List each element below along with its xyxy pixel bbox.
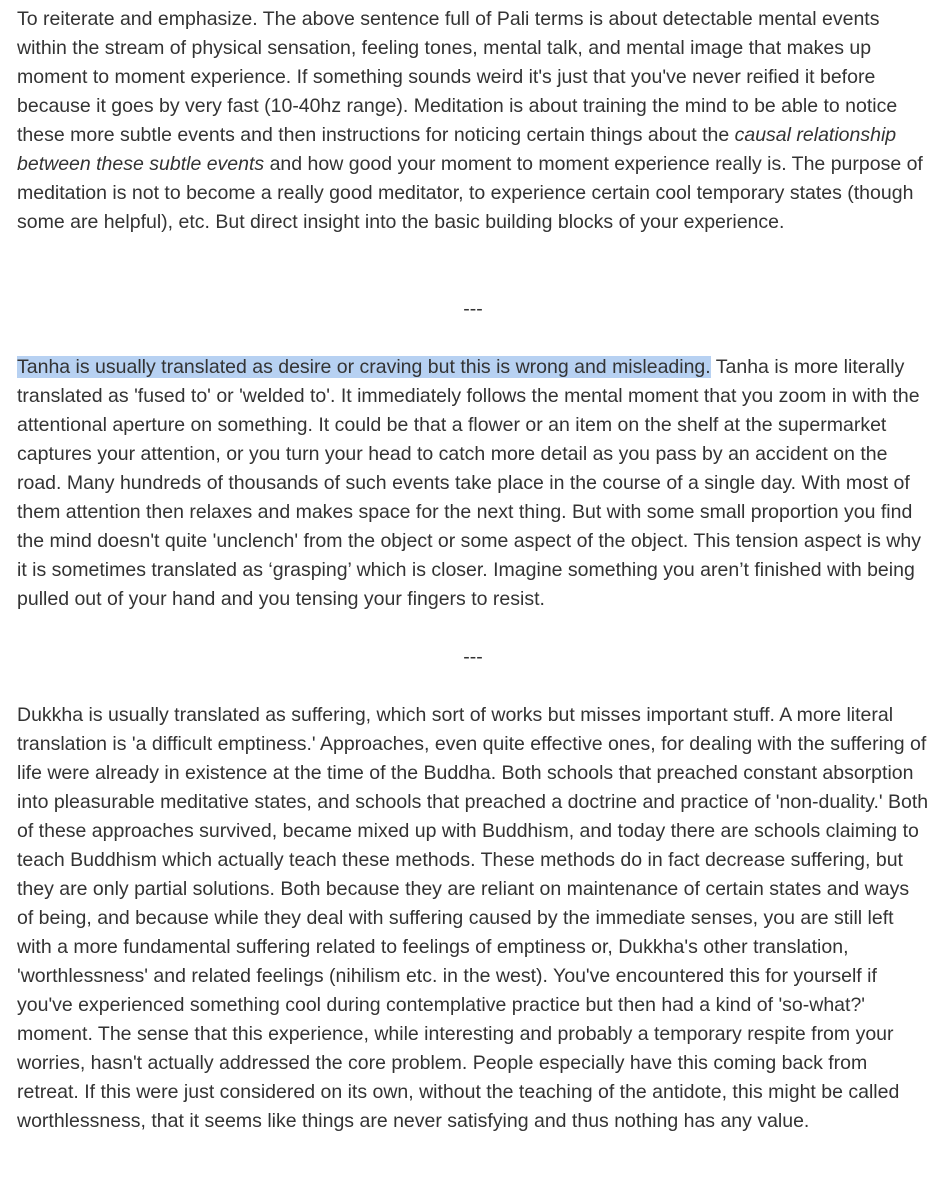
paragraph-tanha-text: Tanha is more literally translated as 'fused to' or 'welded to'. It immediately follows the mental moment that you zoom in with the attentional aperture on something. It could be that a flower or an item on the shelf at the supermarket captures your attention, or you turn your head to catch more detail as you pass by an accident on the road. Many hundreds of thousands of such events take place in the course of a single day. With most of them attention then relaxes and makes space for the next thing. But with some small proportion you find the mind doesn't quite 'unclench' from the object or some aspect of the object. This tension aspect is why it is sometimes translated as ‘grasping’ which is closer. Imagine something you aren’t finished with being pulled out of your hand and you tensing your fingers to resist. (17, 356, 921, 610)
paragraph-meditation-text-1: To reiterate and emphasize. The above sentence full of Pali terms is about detectable mental events within the stream of physical sensation, feeling tones, mental talk, and mental image that makes up moment to moment experience. If something sounds weird it's just that you've never reified it before because it goes by very fast (10-40hz range). Meditation is about training the mind to be able to notice these more subtle events and then instructions for noticing certain things about the (17, 8, 898, 146)
section-separator: --- (463, 646, 483, 668)
selected-text-highlight[interactable]: Tanha is usually translated as desire or craving but this is wrong and misleading. (17, 356, 711, 378)
paragraph-meditation-italic: causal relationship between these subtle events (17, 124, 897, 175)
section-separator: --- (463, 298, 483, 320)
paragraph-meditation-text-2: and how good your moment to moment experience really is. The purpose of meditation is not to become a really good meditator, to experience certain cool temporary states (though some are helpful), etc. But direct insight into the basic building blocks of your experience. (17, 153, 923, 233)
paragraph-dukkha: Dukkha is usually translated as suffering, which sort of works but misses important stuff. A more literal translation is 'a difficult emptiness.' Approaches, even quite effective ones, for dealing with the suffering of life were already in existence at the time of the Buddha. Both schools that preached constant absorption into pleasurable meditative states, and schools that preached a doctrine and practice of 'non-duality.' Both of these approaches survived, became mixed up with Buddhism, and today there are schools claiming to teach Buddhism which actually teach these methods. These methods do in fact decrease suffering, but they are only partial solutions. Both because they are reliant on maintenance of certain states and ways of being, and because while they deal with suffering caused by the immediate senses, you are still left with a more fundamental suffering related to feelings of emptiness or, Dukkha's other translation, 'worthlessness' and related feelings (nihilism etc. in the west). You've encountered this for yourself if you've experienced something cool during contemplative practice but then had a kind of 'so-what?' moment. The sense that this experience, while interesting and probably a temporary respite from your worries, hasn't actually addressed the core problem. People especially have this coming back from retreat. If this were just considered on its own, without the teaching of the antidote, this might be called worthlessness, that it seems like things are never satisfying and thus nothing has any value. (17, 704, 929, 1132)
paragraph-tanha (17, 353, 929, 614)
document-body (17, 5, 929, 1136)
paragraph-meditation (17, 5, 929, 237)
